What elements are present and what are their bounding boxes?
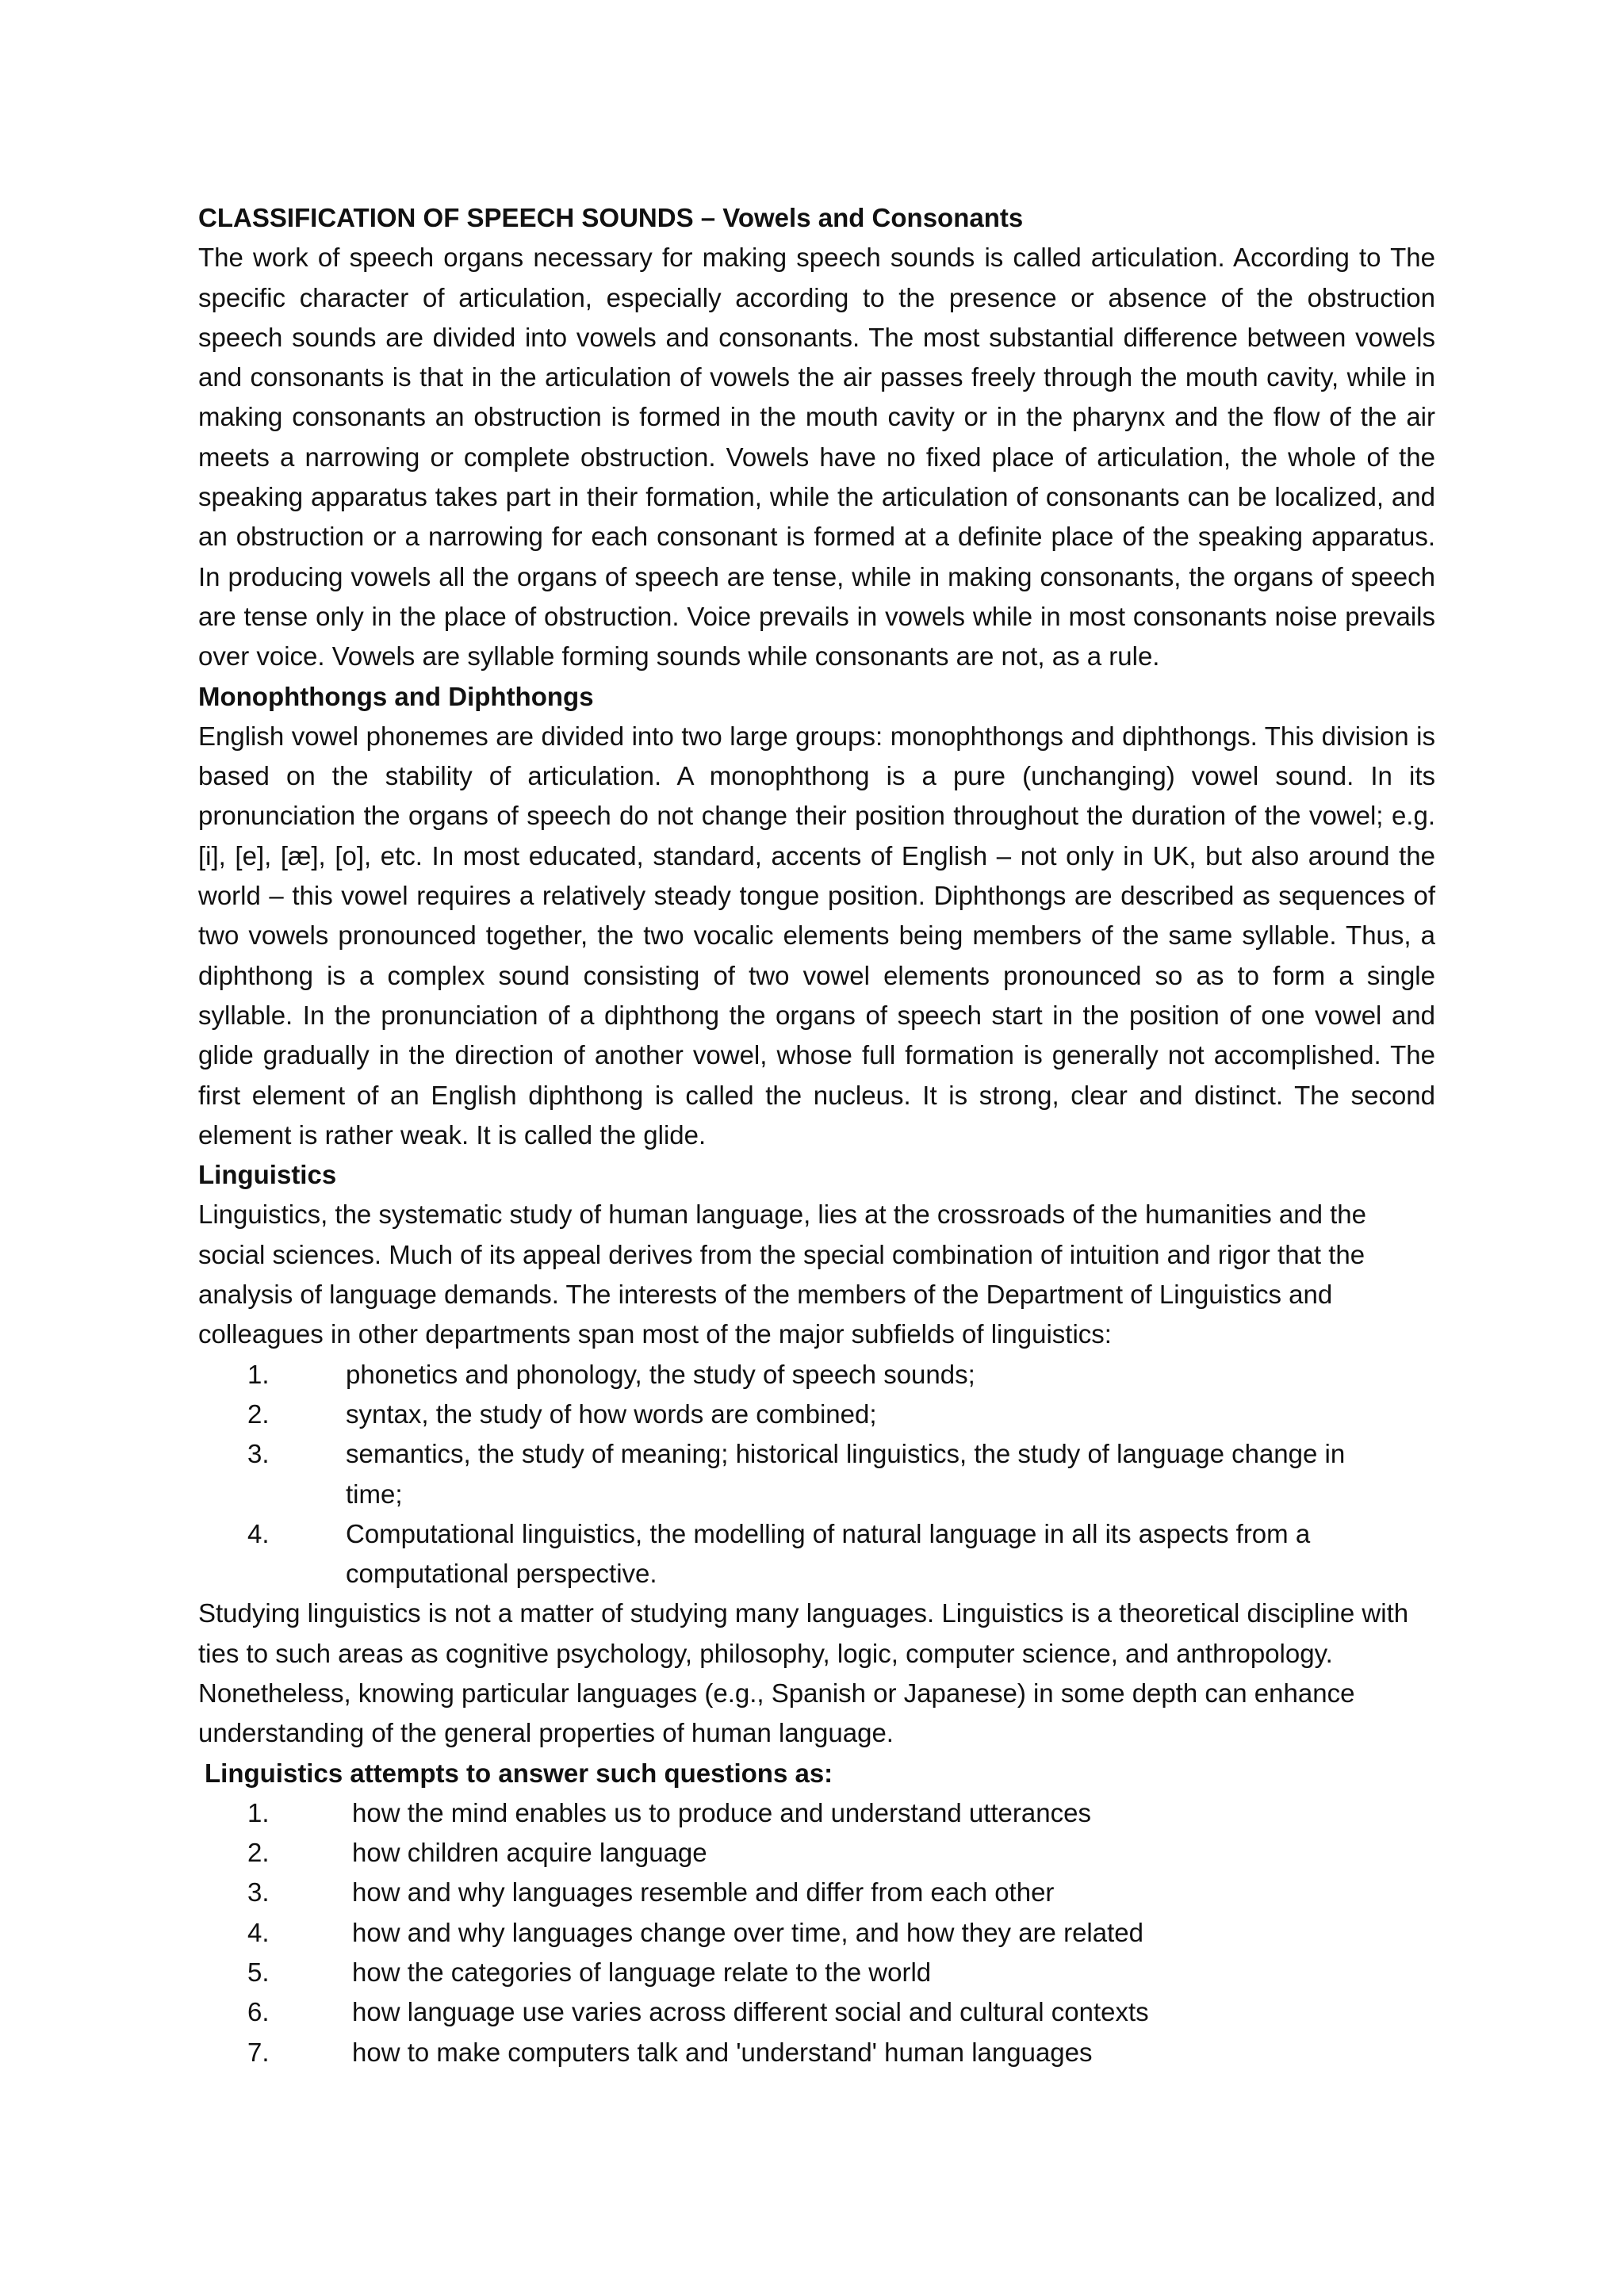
list-item xyxy=(198,2033,1435,2072)
list-text: how and why languages change over time, and how they are related xyxy=(352,1917,1143,1947)
paragraph-linguistics-intro: Linguistics, the systematic study of human language, lies at the crossroads of the humanities and the social sciences. Much of its appeal derives from the special combination of intuition and rigor that the analysis of language demands. The interests of the members of the Department of Linguistics and colleagues in other departments span most of the major subfields of linguistics: xyxy=(198,1200,1366,1349)
list-number: 5. xyxy=(247,1957,270,1988)
list-item xyxy=(198,1793,1435,1833)
list-text: how and why languages resemble and differ from each other xyxy=(352,1877,1055,1908)
list-text: how to make computers talk and 'understand' human languages xyxy=(352,2037,1093,2067)
document-page xyxy=(198,198,1435,2072)
list-item xyxy=(198,1992,1435,2032)
heading-monophthongs: Monophthongs and Diphthongs xyxy=(198,681,594,711)
list-number: 1. xyxy=(247,1797,270,1827)
paragraph-studying-linguistics: Studying linguistics is not a matter of studying many languages. Linguistics is a theoretical discipline with ties to such areas as cognitive psychology, philosophy, logic, computer science, and anthropology. Nonetheless, knowing particular languages (e.g., Spanish or Japanese) in some depth can enhance understanding of the general properties of human language. xyxy=(198,1598,1409,1748)
paragraph-articulation: The work of speech organs necessary for making speech sounds is called articulation. According to The specific character of articulation, especially according to the presence or absence of the obstruction speech sounds are divided into vowels and consonants. The most substantial difference between vowels and consonants is that in the articulation of vowels the air passes freely through the mouth cavity, while in making consonants an obstruction is formed in the mouth cavity or in the pharynx and the flow of the air meets a narrowing or complete obstruction. Vowels have no fixed place of articulation, the whole of the speaking apparatus takes part in their formation, while the articulation of consonants can be localized, and an obstruction or a narrowing for each consonant is formed at a definite place of the speaking apparatus. In producing vowels all the organs of speech are tense, while in making consonants, the organs of speech are tense only in the place of obstruction. Voice prevails in vowels while in most consonants noise prevails over voice. Vowels are syllable forming sounds while consonants are not, as a rule. xyxy=(198,243,1435,672)
list-text: syntax, the study of how words are combined; xyxy=(346,1399,877,1429)
list-text: semantics, the study of meaning; historical linguistics, the study of language change in time; xyxy=(346,1439,1346,1509)
list-number: 1. xyxy=(247,1359,270,1389)
heading-questions: Linguistics attempts to answer such questions as: xyxy=(205,1758,833,1788)
list-text: how the mind enables us to produce and understand utterances xyxy=(352,1797,1091,1827)
list-number: 4. xyxy=(247,1917,270,1947)
list-text: how language use varies across different social and cultural contexts xyxy=(352,1997,1149,2027)
list-text: how children acquire language xyxy=(352,1838,707,1868)
list-item xyxy=(198,1355,1435,1395)
list-number: 4. xyxy=(247,1518,270,1548)
list-item xyxy=(198,1395,1435,1434)
list-item xyxy=(198,1873,1435,1912)
list-number: 2. xyxy=(247,1838,270,1868)
list-item xyxy=(198,1913,1435,1953)
list-number: 3. xyxy=(247,1877,270,1908)
subfields-list xyxy=(198,1355,1435,1594)
list-text: phonetics and phonology, the study of speech sounds; xyxy=(346,1359,975,1389)
list-item xyxy=(198,1833,1435,1873)
list-item xyxy=(198,1434,1435,1514)
doc-title: CLASSIFICATION OF SPEECH SOUNDS – Vowels and Consonants xyxy=(198,203,1024,232)
list-item xyxy=(198,1953,1435,1992)
list-item xyxy=(198,1514,1435,1594)
paragraph-monophthongs: English vowel phonemes are divided into two large groups: monophthongs and diphthongs. This division is based on the stability of articulation. A monophthong is a pure (unchanging) vowel sound. In its pronunciation the organs of speech do not change their position throughout the duration of the vowel; e.g. [i], [e], [æ], [o], etc. In most educated, standard, accents of English – not only in UK, but also around the world – this vowel requires a relatively steady tongue position. Diphthongs are described as sequences of two vowels pronounced together, the two vocalic elements being members of the same syllable. Thus, a diphthong is a complex sound consisting of two vowel elements pronounced so as to form a single syllable. In the pronunciation of a diphthong the organs of speech start in the position of one vowel and glide gradually in the direction of another vowel, whose full formation is generally not accomplished. The first element of an English diphthong is called the nucleus. It is strong, clear and distinct. The second element is rather weak. It is called the glide. xyxy=(198,721,1435,1150)
list-number: 2. xyxy=(247,1399,270,1429)
list-text: Computational linguistics, the modelling of natural language in all its aspects from a computational perspective. xyxy=(346,1518,1311,1589)
list-text: how the categories of language relate to the world xyxy=(352,1957,932,1988)
list-number: 7. xyxy=(247,2037,270,2067)
questions-list xyxy=(198,1793,1435,2072)
heading-linguistics: Linguistics xyxy=(198,1160,337,1190)
list-number: 3. xyxy=(247,1439,270,1469)
list-number: 6. xyxy=(247,1997,270,2027)
